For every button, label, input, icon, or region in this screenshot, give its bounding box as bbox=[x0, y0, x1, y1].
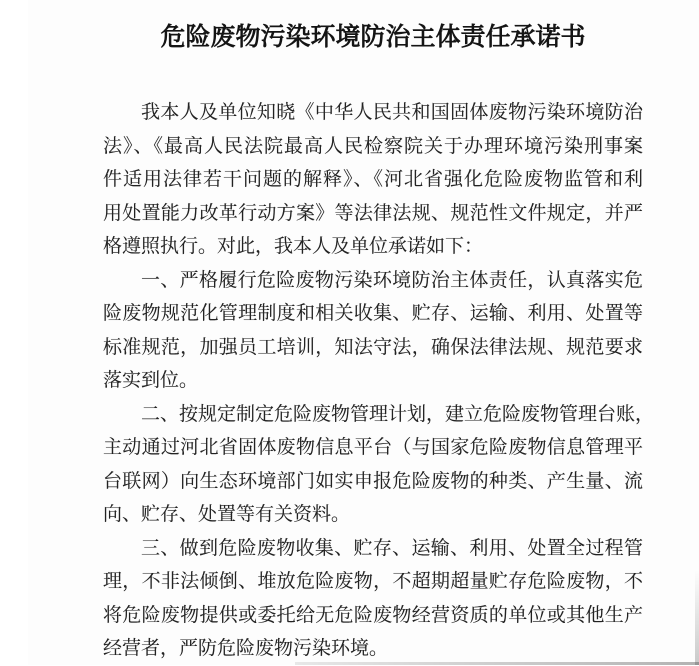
text-line: 二、按规定制定危险废物管理计划，建立危险废物管理台账， bbox=[141, 403, 655, 425]
text-line: 将危险废物提供或委托给无危险废物经营资质的单位或其他生产 bbox=[103, 604, 643, 626]
text-line: 经营者，严防危险废物污染环境。 bbox=[103, 638, 389, 659]
paragraph-3 bbox=[103, 398, 655, 532]
text-line: 理，不非法倾倒、堆放危险废物，不超期超量贮存危险废物，不 bbox=[103, 571, 643, 592]
text-line: 用处置能力改革行动方案》等法律法规、规范性文件规定，并严 bbox=[103, 202, 643, 224]
document-title: 危险废物污染环境防治主体责任承诺书 bbox=[160, 24, 586, 51]
text-line: 主动通过河北省固体废物信息平台（与国家危险废物信息管理平 bbox=[103, 437, 643, 458]
text-line: 一、严格履行危险废物污染环境防治主体责任，认真落实危 bbox=[141, 269, 643, 291]
page-left-edge bbox=[0, 0, 28, 665]
text-line: 向、贮存、处置等有关资料。 bbox=[103, 504, 351, 525]
text-line: 三、做到危险废物收集、贮存、运输、利用、处置全过程管 bbox=[141, 537, 643, 559]
paragraph-2 bbox=[103, 264, 643, 398]
text-line: 法》、《最高人民法院最高人民检察院关于办理环境污染刑事案 bbox=[103, 135, 643, 157]
text-line: 格遵照执行。对此，我本人及单位承诺如下： bbox=[103, 236, 484, 257]
page-corner-shadow bbox=[695, 570, 699, 665]
paragraph-4 bbox=[103, 532, 643, 666]
document-content bbox=[103, 0, 655, 666]
text-line: 件适用法律若干问题的解释》、《河北省强化危险废物监管和利 bbox=[103, 169, 643, 190]
text-line: 落实到位。 bbox=[103, 370, 199, 391]
text-line: 险废物规范化管理制度和相关收集、贮存、运输、利用、处置等 bbox=[103, 303, 643, 324]
text-line: 我本人及单位知晓《中华人民共和国固体废物污染环境防治 bbox=[141, 102, 643, 123]
paragraph-1 bbox=[103, 96, 643, 264]
text-line: 标准规范，加强员工培训，知法守法，确保法律法规、规范要求 bbox=[103, 336, 643, 358]
text-line: 台联网）向生态环境部门如实申报危险废物的种类、产生量、流 bbox=[103, 470, 643, 492]
document-body bbox=[103, 96, 655, 666]
